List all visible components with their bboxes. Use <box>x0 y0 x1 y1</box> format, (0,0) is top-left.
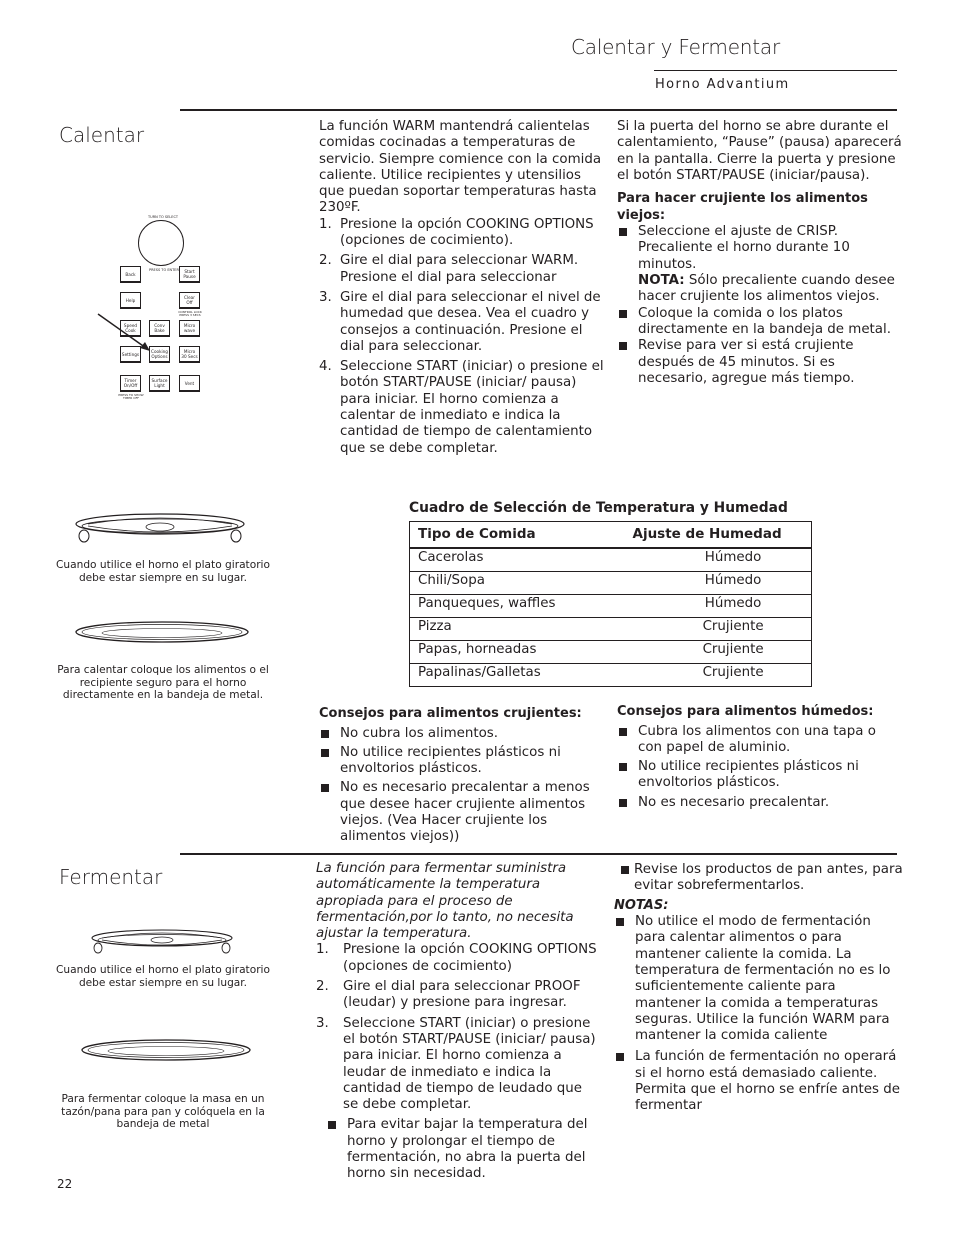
conv-bake-key: Conv Bake <box>149 320 170 337</box>
bullet-square-icon <box>616 918 624 926</box>
tip-item: No es necesario precalentar. <box>617 795 902 811</box>
pause-note: Si la puerta del horno se abre durante el calentamiento, “Pause” (pausa) aparecerá en la pantalla. Cierre la puerta y presione el botón START/PAUSE (iniciar/pausa). <box>617 119 902 183</box>
crisp-item: Coloque la comida o los platos directamente en la bandeja de metal. <box>617 306 902 339</box>
pointer-arrow-icon <box>96 312 156 354</box>
bullet-square-icon <box>619 799 627 807</box>
column-header: Tipo de Comida <box>410 522 603 548</box>
note-item: La función de fermentación no operará si el horno está demasiado caliente. Permita que el horno se enfríe antes de fermentar <box>614 1049 904 1114</box>
humidity-table <box>409 521 812 687</box>
warm-step: 3. Gire el dial para seleccionar el nivel de humedad que desea. Vea el cuadro y consejos a continuación. Presione el dial para seleccionar. <box>319 289 601 354</box>
settings-key: Settings <box>120 346 141 363</box>
warm-intro: La función WARM mantendrá calientelas comidas cocinadas a temperaturas de servicio. Siempre comience con la comida caliente. Utilice recipientes y utensilios que puedan soportar temperaturas hasta 230ºF. <box>319 119 602 216</box>
pause-and-crisp <box>617 119 902 387</box>
turntable-rack-icon <box>86 926 238 960</box>
tip-item: Revise los productos de pan antes, para evitar sobrefermentarlos. <box>614 862 904 895</box>
turntable-caption: Cuando utilice el horno el plato giratorio debe estar siempre en su lugar. <box>56 559 270 584</box>
metal-tray-icon <box>74 620 250 644</box>
table-row: Papalinas/Galletas Crujiente <box>418 665 764 680</box>
moist-tips <box>617 704 902 811</box>
section-title-fermentar: Fermentar <box>59 865 163 889</box>
speed-cook-key: Speed Cook <box>120 320 141 337</box>
control-lock-label: CONTROL LOCK PRESS 3 SECS <box>178 310 202 318</box>
crisp-tips-heading: Consejos para alimentos crujientes: <box>319 706 582 721</box>
proof-notes <box>614 862 904 1115</box>
bullet-square-icon <box>621 866 629 874</box>
crisp-list <box>617 224 902 387</box>
bullet-square-icon <box>616 1053 624 1061</box>
control-panel-illustration <box>112 212 212 407</box>
bullet-square-icon <box>328 1121 336 1129</box>
crisp-tips <box>319 706 604 846</box>
moist-tips-heading: Consejos para alimentos húmedos: <box>617 704 874 719</box>
tray-caption: Para calentar coloque los alimentos o el recipiente seguro para el horno directamente en la bandeja de metal. <box>57 664 269 702</box>
note-item: No utilice el modo de fermentación para calentar alimentos o para mantener caliente la comida. La temperatura de fermentación no es lo suficientemente caliente para mantener la comida a temperaturas seguras. Utilice la función WARM para mantener la comida caliente <box>614 914 904 1044</box>
warm-step: 1. Presione la opción COOKING OPTIONS (opciones de cocimiento). <box>319 216 594 249</box>
page-title: Calentar y Fermentar <box>571 35 780 59</box>
tray-caption: Para fermentar coloque la masa en un tazón/pana para pan y colóquela en la bandeja de metal <box>61 1093 265 1131</box>
bullet-square-icon <box>619 228 627 236</box>
page-number: 22 <box>57 1177 73 1191</box>
table-title: Cuadro de Selección de Temperatura y Humedad <box>409 500 788 516</box>
warm-steps <box>319 217 604 457</box>
notes-list <box>614 914 904 1115</box>
bullet-square-icon <box>321 730 329 738</box>
help-key: Help <box>120 292 141 309</box>
timer-key: Timer On/Off <box>120 375 141 392</box>
tip-item: No cubra los alimentos. <box>319 726 604 742</box>
table-row: Panqueques, waffles Húmedo <box>410 595 811 618</box>
table-header-row <box>410 522 811 548</box>
dial-top-label: TURN TO SELECT <box>148 215 179 219</box>
timer-sub-label: PRESS TO SHOW TIMER OFF <box>118 393 144 401</box>
warm-step: 4. Seleccione START (iniciar) o presione el botón START/PAUSE (iniciar/ pausa) para iniciar. El horno comienza a calentar de inmediato e indica la cantidad de tiempo de calentamiento que se debe completar. <box>319 359 604 456</box>
dial-bottom-label: PRESS TO ENTER <box>149 268 179 272</box>
table-row: Chili/Sopa Húmedo <box>410 572 811 595</box>
column-header: Ajuste de Humedad <box>603 522 811 548</box>
tip-item: Para evitar bajar la temperatura del horno y prolongar el tiempo de fermentación, no abra la puerta del horno sin necesidad. <box>326 1117 601 1182</box>
notes-heading: NOTAS: <box>614 897 669 913</box>
cooking-options-key: Cooking Options <box>149 346 170 363</box>
check-tip-list <box>614 862 904 895</box>
clear-off-key: Clear Off <box>179 292 200 309</box>
micro-30-secs-key: Micro 30 Secs <box>179 346 200 363</box>
table-row: Papas, horneadas Crujiente <box>410 641 811 664</box>
bullet-square-icon <box>321 784 329 792</box>
warm-step: 2. Gire el dial para seleccionar WARM. Presione el dial para seleccionar <box>319 253 579 285</box>
back-key: Back <box>120 266 141 283</box>
table-row: Cacerolas Húmedo <box>410 548 811 572</box>
tip-item: Cubra los alimentos con una tapa o con papel de aluminio. <box>617 724 902 757</box>
proof-door-tip-list <box>326 1117 601 1182</box>
proof-step: 3. Seleccione START (iniciar) o presione el botón START/PAUSE (iniciar/ pausa) para iniciar. El horno comienza a leudar de inmediato e indica la cantidad de tiempo de leudado que se debe completar. <box>316 1015 596 1113</box>
title-rule <box>654 70 897 71</box>
section-divider-fermentar <box>180 853 897 855</box>
selector-dial <box>138 220 184 266</box>
start-pause-key: Start Pause <box>179 266 200 283</box>
proof-intro: La función para fermentar suministra automáticamente la temperatura apropiada para el proceso de fermentación,por lo tanto, no necesita ajustar la temperatura. <box>316 861 574 942</box>
crisp-tips-list <box>319 726 604 846</box>
crisp-item: Revise para ver si está crujiente después de 45 minutos. Si es necesario, agregue más tiempo. <box>617 338 902 387</box>
tip-item: No utilice recipientes plásticos ni envoltorios plásticos. <box>319 745 604 778</box>
proof-step: 1. Presione la opción COOKING OPTIONS (opciones de cocimiento) <box>316 942 597 974</box>
vent-key: Vent <box>179 375 200 392</box>
tip-item: No utilice recipientes plásticos ni envoltorios plásticos. <box>617 759 902 792</box>
section-title-calentar: Calentar <box>59 123 145 147</box>
bullet-square-icon <box>321 749 329 757</box>
bullet-square-icon <box>619 342 627 350</box>
moist-tips-list <box>617 724 902 811</box>
bullet-square-icon <box>619 763 627 771</box>
bullet-square-icon <box>619 310 627 318</box>
page-subtitle: Horno Advantium <box>655 77 790 92</box>
proof-step: 2. Gire el dial para seleccionar PROOF (leudar) y presione para ingresar. <box>316 979 581 1011</box>
turntable-rack-icon <box>68 510 252 550</box>
surface-light-key: Surface Light <box>149 375 170 392</box>
crisp-item: Seleccione el ajuste de CRISP. Precaliente el horno durante 10 minutos. NOTA: Sólo precaliente cuando desee hacer crujiente los alimentos viejos. <box>617 224 902 305</box>
proof-steps <box>316 942 601 1113</box>
section-divider-calentar <box>180 109 897 111</box>
microwave-key: Micro wave <box>179 320 200 337</box>
metal-tray-icon <box>80 1038 252 1062</box>
table-row: Pizza Crujiente <box>410 618 811 641</box>
warm-instructions <box>319 119 604 457</box>
proof-instructions <box>316 861 601 1183</box>
turntable-caption: Cuando utilice el horno el plato giratorio debe estar siempre en su lugar. <box>56 964 270 989</box>
tip-item: No es necesario precalentar a menos que desee hacer crujiente alimentos viejos. (Vea Hacer crujiente los alimentos viejos)) <box>319 780 604 845</box>
bullet-square-icon <box>619 728 627 736</box>
crisp-heading: Para hacer crujiente los alimentos viejos: <box>617 191 868 223</box>
